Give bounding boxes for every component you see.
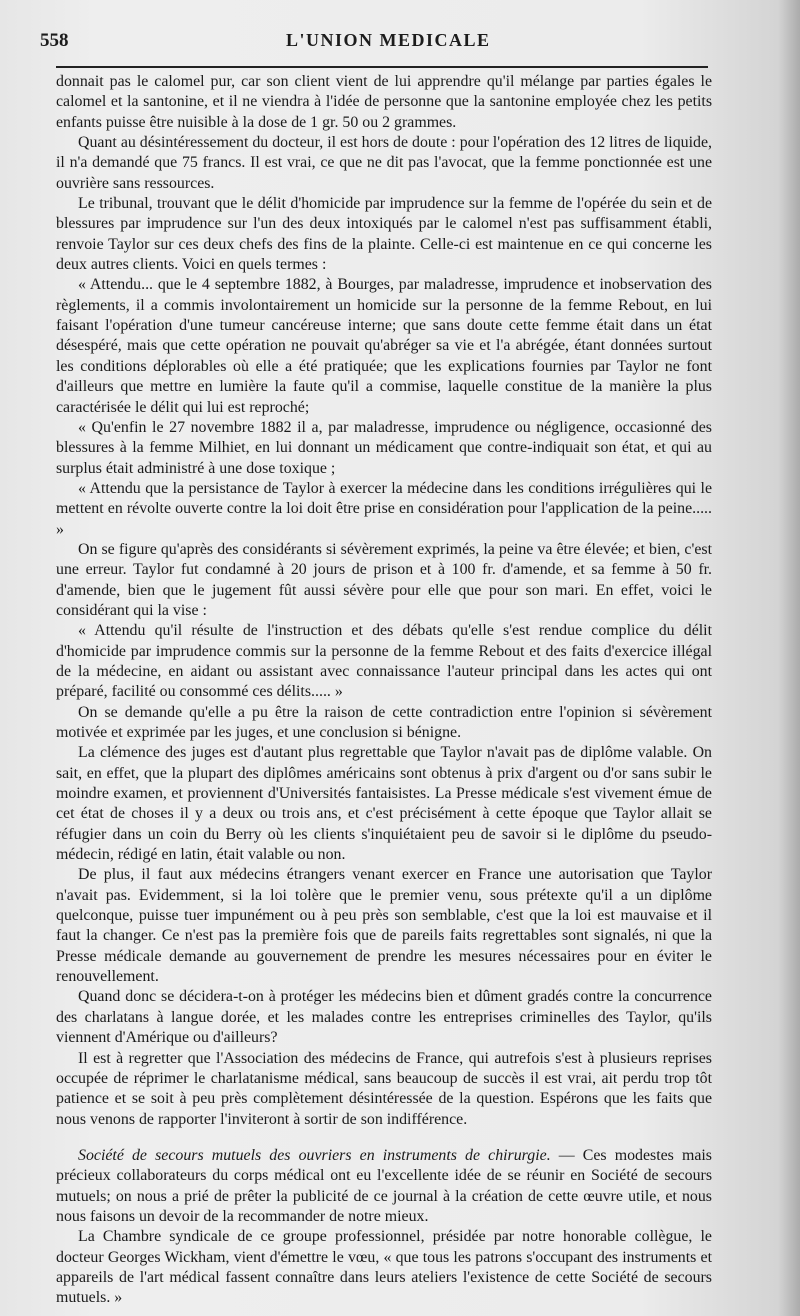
society-notice-title: Société de secours mutuels des ouvriers en instruments de chirurgie.	[78, 1146, 551, 1164]
paragraph: On se figure qu'après des considérants si sévèrement exprimés, la peine va être élevée; et bien, c'est une erreur. Taylor fut condamné à 20 jours de prison et à 100 fr. d'amende, et sa femme à 50 fr. d'amende, bien que le jugement fût aussi sévère pour elle que pour son mari. En effet, voici le considérant qui la vise :	[56, 540, 712, 619]
paragraph: La Chambre syndicale de ce groupe professionnel, présidée par notre honorable collègue, le docteur Georges Wickham, vient d'émettre le vœu, « que tous les patrons s'occupant des instruments et appareils de l'art médical fassent connaître dans leurs ateliers l'existence de cette Société de secours mutuels. »	[56, 1228, 712, 1307]
header-rule	[56, 66, 708, 68]
page-number: 558	[40, 30, 69, 51]
page-header	[40, 30, 730, 60]
quoted-paragraph: « Attendu... que le 4 septembre 1882, à Bourges, par maladresse, imprudence et inobservation des règlements, il a commis involontairement un homicide sur la personne de la femme Rebout, en lui faisant l'opération d'une tumeur cancéreuse interne; que sans doute cette femme était dans un état désespéré, mais que cette opération ne pouvait qu'abréger sa vie et l'a abrégée, étant données surtout les conditions déplorables où elle a été pratiquée; que les explications fournies par Taylor ne font d'ailleurs que mettre en lumière la faute qu'il a commise, laquelle constitue de la manière la plus caractérisée le délit qui lui est reproché;	[56, 276, 712, 416]
quoted-paragraph: « Qu'enfin le 27 novembre 1882 il a, par maladresse, imprudence ou négligence, occasionné des blessures à la femme Milhiet, en lui donnant un médicament que contre-indiquait son état, et qui au surplus était administré à une dose toxique ;	[56, 418, 712, 477]
paragraph: Il est à regretter que l'Association des médecins de France, qui autrefois s'est à plusieurs reprises occupée de réprimer le charlatanisme médical, sans beaucoup de succès il est vrai, ait perdu trop tôt patience et se soit à peu près complètement désintéressée de la question. Espérons que les faits que nous venons de rapporter l'inviteront à sortir de son indifférence.	[56, 1049, 712, 1128]
binding-shadow	[778, 0, 800, 1316]
paragraph: On se demande qu'elle a pu être la raison de cette contradiction entre l'opinion si sévèrement motivée et exprimée par les juges, et une conclusion si bénigne.	[56, 703, 712, 741]
paragraph: Quant au désintéressement du docteur, il est hors de doute : pour l'opération des 12 litres de liquide, il n'a demandé que 75 francs. Il est vrai, ce que ne dit pas l'avocat, que la femme ponctionnée est une ouvrière sans ressources.	[56, 134, 712, 192]
society-notice	[56, 1146, 712, 1227]
paragraph: Le tribunal, trouvant que le délit d'homicide par imprudence sur la femme de l'opérée du sein et de blessures par imprudence sur l'un des deux intoxiqués par le calomel n'est pas suffisamment établi, renvoie Taylor sur ces deux chefs des fins de la plainte. Celle-ci est maintenue en ce qui concerne les deux autres clients. Voici en quels termes :	[56, 195, 712, 274]
society-notice-text: — Ces modestes mais précieux collaborateurs du corps médical ont eu l'excellente idée de se réunir en Société de secours mutuels; on nous a prié de prêter la publicité de ce journal à la création de cette œuvre utile, et nous nous faisons un devoir de la recommander de notre mieux.	[56, 1146, 712, 1225]
paragraph: La clémence des juges est d'autant plus regrettable que Taylor n'avait pas de diplôme valable. On sait, en effet, que la plupart des diplômes américains sont obtenus à prix d'argent ou d'or sans subir le moindre examen, et proviennent d'Universités fantaisistes. La Presse médicale s'est vivement émue de cet état de choses il y a deux ou trois ans, et c'est précisément à cette époque que Taylor allait se réfugier dans un coin du Berry où les clients s'inquiétaient peu de savoir si le diplôme du pseudo-médecin, rédigé en latin, était valable ou non.	[56, 744, 712, 864]
running-title: L'UNION MEDICALE	[286, 30, 491, 50]
paragraph: Quand donc se décidera-t-on à protéger les médecins bien et dûment gradés contre la concurrence des charlatans à langue dorée, et les malades contre les entreprises criminelles des Taylor, qu'ils viennent d'Amérique ou d'ailleurs?	[56, 988, 712, 1047]
quoted-paragraph: « Attendu que la persistance de Taylor à exercer la médecine dans les conditions irrégulières qui le mettent en révolte ouverte contre la loi doit être prise en considération pour l'application de la peine..... »	[56, 479, 712, 538]
article-body	[56, 72, 712, 1309]
quoted-paragraph: « Attendu qu'il résulte de l'instruction et des débats qu'elle s'est rendue complice du délit d'homicide par imprudence commis sur la personne de la femme Rebout et des faits d'exercice illégal de la médecine, en aidant ou assistant avec connaissance l'auteur principal dans les actes qui ont préparé, facilité ou consommé ces délits..... »	[56, 622, 712, 701]
paragraph: donnait pas le calomel pur, car son client vient de lui apprendre qu'il mélange par parties égales le calomel et la santonine, et il ne viendra à l'idée de personne que la santonine employée chez les petits enfants puisse être nuisible à la dose de 1 gr. 50 ou 2 grammes.	[56, 73, 712, 131]
paragraph: De plus, il faut aux médecins étrangers venant exercer en France une autorisation que Taylor n'avait pas. Evidemment, si la loi tolère que le premier venu, sous prétexte qu'il a un diplôme quelconque, puisse tuer impunément ou à peu près son semblable, c'est que la loi est mauvaise et il faut la changer. Ce n'est pas la première fois que de pareils faits regrettables sont signalés, ni que la Presse médicale demande au gouvernement de prendre les mesures nécessaires pour en éviter le renouvellement.	[56, 866, 712, 986]
